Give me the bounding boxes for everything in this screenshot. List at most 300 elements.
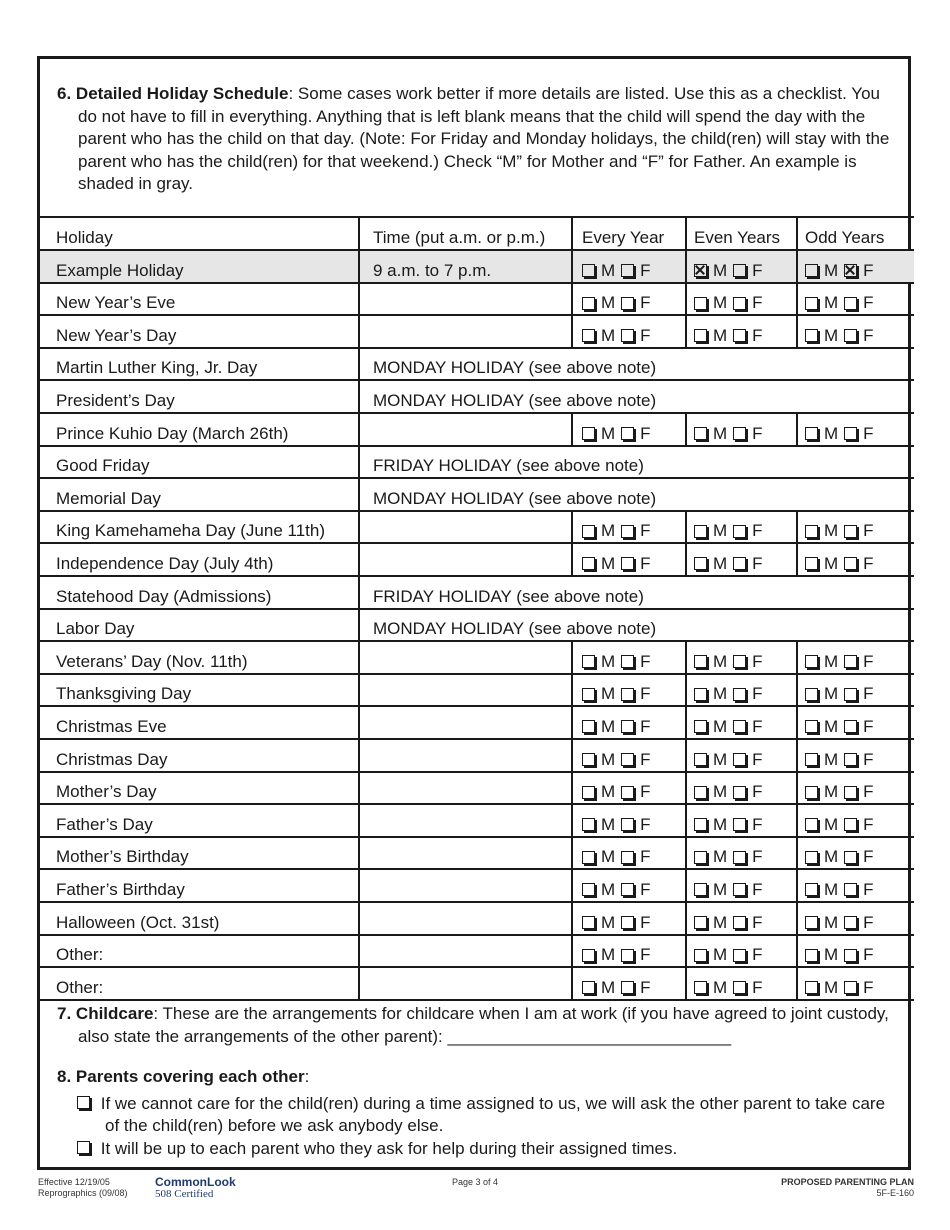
every-year-choice <box>571 642 685 673</box>
checkbox-icon <box>844 883 857 896</box>
father-label: F <box>863 977 874 997</box>
checkbox-icon <box>582 557 595 570</box>
father-label: F <box>863 553 874 573</box>
mother-label: M <box>713 879 728 899</box>
odd-years-choice <box>796 251 914 282</box>
father-checkbox[interactable] <box>844 978 879 998</box>
father-checkbox[interactable] <box>733 880 768 900</box>
holiday-note: FRIDAY HOLIDAY (see above note) <box>358 447 914 478</box>
every-year-choice <box>571 707 685 738</box>
mother-checkbox[interactable] <box>694 978 733 998</box>
father-label: F <box>863 325 874 345</box>
mother-checkbox[interactable] <box>805 424 844 444</box>
father-checkbox[interactable] <box>733 261 768 281</box>
header-holiday: Holiday <box>56 228 113 247</box>
mother-label: M <box>713 716 728 736</box>
every-year-choice <box>571 903 685 934</box>
childcare-text: : These are the arrangements for childcare when I am at work (if you have agreed to joint custody, also state the arrangements of the other parent): ______________________________ <box>78 1004 889 1046</box>
mother-label: M <box>824 325 839 345</box>
odd-years-choice <box>796 284 914 315</box>
mother-label: M <box>824 684 839 704</box>
mother-label: M <box>713 423 728 443</box>
father-checkbox[interactable] <box>621 913 656 933</box>
section-number: 6. <box>57 84 72 103</box>
checkbox-icon <box>621 786 634 799</box>
mother-checkbox[interactable] <box>694 913 733 933</box>
father-checkbox[interactable] <box>621 684 656 704</box>
mother-checkbox[interactable] <box>582 782 621 802</box>
table-header-row <box>40 216 914 251</box>
holiday-name: New Year’s Eve <box>56 293 176 313</box>
table-row <box>40 838 914 871</box>
mother-checkbox[interactable] <box>582 750 621 770</box>
mother-label: M <box>824 814 839 834</box>
every-year-choice <box>571 675 685 706</box>
father-checkbox[interactable] <box>733 717 768 737</box>
father-checkbox[interactable] <box>621 652 656 672</box>
holiday-note: FRIDAY HOLIDAY (see above note) <box>358 577 914 608</box>
checkbox-icon <box>844 525 857 538</box>
holiday-name: Thanksgiving Day <box>56 684 192 704</box>
mother-label: M <box>601 912 616 932</box>
time-field[interactable] <box>358 740 571 771</box>
table-row <box>40 349 914 382</box>
mother-checkbox[interactable] <box>582 684 621 704</box>
father-checkbox[interactable] <box>844 815 879 835</box>
father-checkbox[interactable] <box>621 782 656 802</box>
checkbox-icon <box>621 688 634 701</box>
time-field[interactable] <box>358 968 571 999</box>
father-checkbox[interactable] <box>733 815 768 835</box>
checkbox-icon <box>844 720 857 733</box>
checkbox-icon <box>621 525 634 538</box>
father-checkbox[interactable] <box>844 880 879 900</box>
father-checkbox[interactable] <box>844 424 879 444</box>
mother-checkbox[interactable] <box>694 554 733 574</box>
father-checkbox[interactable] <box>733 847 768 867</box>
time-field[interactable] <box>358 316 571 347</box>
mother-checkbox[interactable] <box>582 554 621 574</box>
mother-checkbox[interactable] <box>694 652 733 672</box>
table-row <box>40 642 914 675</box>
checkbox-icon <box>582 264 595 277</box>
checkbox-icon <box>844 655 857 668</box>
checkbox-icon <box>805 688 818 701</box>
father-label: F <box>863 423 874 443</box>
mother-label: M <box>601 651 616 671</box>
mother-checkbox[interactable] <box>805 880 844 900</box>
mother-checkbox[interactable] <box>582 717 621 737</box>
reprographics-date: Reprographics (09/08) <box>38 1188 128 1198</box>
father-label: F <box>752 749 763 769</box>
mother-label: M <box>824 912 839 932</box>
mother-label: M <box>824 945 839 965</box>
every-year-choice <box>571 870 685 901</box>
mother-checkbox[interactable] <box>694 945 733 965</box>
holiday-name: Prince Kuhio Day (March 26th) <box>56 423 289 443</box>
father-checkbox[interactable] <box>733 913 768 933</box>
checkbox-icon <box>694 916 707 929</box>
footer-form-id <box>781 1177 914 1199</box>
father-checkbox[interactable] <box>621 750 656 770</box>
father-checkbox[interactable] <box>844 782 879 802</box>
mother-checkbox[interactable] <box>694 424 733 444</box>
table-row <box>40 284 914 317</box>
mother-checkbox[interactable] <box>694 815 733 835</box>
father-checkbox[interactable] <box>844 684 879 704</box>
mother-checkbox[interactable] <box>805 815 844 835</box>
checkbox-icon <box>844 427 857 440</box>
option-text: It will be up to each parent who they ask for help during their assigned times. <box>100 1138 678 1158</box>
even-years-choice <box>685 316 796 347</box>
holiday-name: Christmas Eve <box>56 716 167 736</box>
father-checkbox[interactable] <box>844 847 879 867</box>
mother-checkbox[interactable] <box>805 521 844 541</box>
mother-label: M <box>824 260 839 280</box>
mother-checkbox[interactable] <box>694 293 733 313</box>
checkbox-icon <box>694 753 707 766</box>
section-number: 8. <box>57 1067 72 1086</box>
checkbox-icon <box>694 297 707 310</box>
father-checkbox[interactable] <box>621 293 656 313</box>
mother-checkbox[interactable] <box>694 521 733 541</box>
holiday-note: MONDAY HOLIDAY (see above note) <box>358 381 914 412</box>
father-checkbox[interactable] <box>733 978 768 998</box>
checkbox-icon <box>805 297 818 310</box>
checkbox-icon <box>733 720 746 733</box>
every-year-choice <box>571 316 685 347</box>
every-year-choice <box>571 936 685 967</box>
father-label: F <box>752 814 763 834</box>
mother-checkbox[interactable] <box>582 326 621 346</box>
checkbox-icon <box>844 297 857 310</box>
mother-checkbox[interactable] <box>694 880 733 900</box>
checkbox-icon <box>694 786 707 799</box>
father-label: F <box>752 945 763 965</box>
mother-checkbox[interactable] <box>582 847 621 867</box>
effective-date: Effective 12/19/05 <box>38 1177 110 1187</box>
every-year-choice <box>571 284 685 315</box>
odd-years-choice <box>796 740 914 771</box>
option-each-parent-decides[interactable] <box>57 1138 897 1161</box>
mother-checkbox[interactable] <box>805 684 844 704</box>
mother-label: M <box>601 814 616 834</box>
mother-checkbox[interactable] <box>582 261 621 281</box>
time-field[interactable] <box>358 870 571 901</box>
mother-checkbox[interactable] <box>582 652 621 672</box>
father-checkbox[interactable] <box>733 293 768 313</box>
father-checkbox[interactable] <box>844 717 879 737</box>
father-checkbox[interactable] <box>621 326 656 346</box>
father-label: F <box>640 945 651 965</box>
commonlook-logo <box>155 1176 236 1200</box>
odd-years-choice <box>796 675 914 706</box>
table-row <box>40 936 914 969</box>
table-row <box>40 968 914 1001</box>
father-checkbox[interactable] <box>621 717 656 737</box>
checkbox-icon <box>694 949 707 962</box>
mother-label: M <box>601 749 616 769</box>
time-field[interactable] <box>358 936 571 967</box>
table-row <box>40 381 914 414</box>
checkbox-icon <box>805 786 818 799</box>
checkbox-icon <box>621 297 634 310</box>
heading-colon: : <box>304 1067 310 1086</box>
mother-checkbox[interactable] <box>694 717 733 737</box>
odd-years-choice <box>796 805 914 836</box>
option-ask-other-parent[interactable] <box>57 1093 897 1138</box>
time-field[interactable] <box>358 838 571 869</box>
father-checkbox[interactable] <box>733 782 768 802</box>
father-label: F <box>863 912 874 932</box>
time-field[interactable] <box>358 642 571 673</box>
father-checkbox[interactable] <box>733 945 768 965</box>
every-year-choice <box>571 512 685 543</box>
checkbox-icon <box>582 916 595 929</box>
father-label: F <box>863 749 874 769</box>
time-field[interactable] <box>358 284 571 315</box>
mother-label: M <box>824 716 839 736</box>
checkbox-icon <box>733 525 746 538</box>
mother-checkbox[interactable] <box>694 750 733 770</box>
option-text: If we cannot care for the child(ren) during a time assigned to us, we will ask the other parent to take care of the child(ren) before we ask anybody else. <box>100 1093 886 1135</box>
mother-checkbox[interactable] <box>582 521 621 541</box>
time-field[interactable] <box>358 773 571 804</box>
checkbox-icon <box>621 720 634 733</box>
mother-checkbox[interactable] <box>694 847 733 867</box>
father-checkbox[interactable] <box>733 684 768 704</box>
checkbox[interactable] <box>77 1141 90 1154</box>
father-label: F <box>863 716 874 736</box>
holiday-name: Father’s Birthday <box>56 879 185 899</box>
mother-checkbox[interactable] <box>805 913 844 933</box>
checkbox-icon <box>694 427 707 440</box>
table-row <box>40 414 914 447</box>
checkbox-icon <box>582 786 595 799</box>
mother-label: M <box>824 553 839 573</box>
father-label: F <box>752 684 763 704</box>
mother-checkbox[interactable] <box>582 945 621 965</box>
checkbox-icon <box>582 851 595 864</box>
checkbox-icon <box>844 981 857 994</box>
father-checkbox[interactable] <box>844 750 879 770</box>
even-years-choice <box>685 642 796 673</box>
mother-checkbox[interactable] <box>582 293 621 313</box>
checkbox[interactable] <box>77 1096 90 1109</box>
checkbox-icon <box>582 949 595 962</box>
father-label: F <box>863 293 874 313</box>
mother-checkbox[interactable] <box>805 554 844 574</box>
even-years-choice <box>685 805 796 836</box>
father-checkbox[interactable] <box>844 293 879 313</box>
checkbox-icon <box>621 916 634 929</box>
table-row <box>40 870 914 903</box>
mother-checkbox[interactable] <box>582 880 621 900</box>
father-label: F <box>752 879 763 899</box>
mother-checkbox[interactable] <box>582 815 621 835</box>
mother-label: M <box>824 879 839 899</box>
checkbox-icon <box>694 329 707 342</box>
every-year-choice <box>571 805 685 836</box>
even-years-choice <box>685 284 796 315</box>
father-checkbox[interactable] <box>733 750 768 770</box>
mother-checkbox[interactable] <box>805 261 844 281</box>
checkbox-icon <box>582 883 595 896</box>
father-label: F <box>640 260 651 280</box>
father-checkbox[interactable] <box>844 326 879 346</box>
mother-checkbox[interactable] <box>805 326 844 346</box>
odd-years-choice <box>796 414 914 445</box>
logo-sub: 508 Certified <box>155 1188 214 1200</box>
father-label: F <box>752 782 763 802</box>
mother-label: M <box>824 293 839 313</box>
father-checkbox[interactable] <box>621 945 656 965</box>
checkbox-icon <box>733 557 746 570</box>
mother-checkbox[interactable] <box>805 782 844 802</box>
father-checkbox[interactable] <box>621 847 656 867</box>
mother-label: M <box>713 325 728 345</box>
father-checkbox[interactable] <box>844 652 879 672</box>
father-checkbox[interactable] <box>621 880 656 900</box>
table-row <box>40 544 914 577</box>
even-years-choice <box>685 936 796 967</box>
mother-checkbox[interactable] <box>582 913 621 933</box>
time-field[interactable] <box>358 903 571 934</box>
odd-years-choice <box>796 870 914 901</box>
odd-years-choice <box>796 903 914 934</box>
holiday-name: Halloween (Oct. 31st) <box>56 912 220 932</box>
father-label: F <box>863 945 874 965</box>
father-label: F <box>640 684 651 704</box>
father-checkbox[interactable] <box>844 554 879 574</box>
time-field[interactable] <box>358 512 571 543</box>
father-label: F <box>752 325 763 345</box>
mother-checkbox[interactable] <box>582 978 621 998</box>
mother-checkbox[interactable] <box>805 978 844 998</box>
checkbox-icon <box>621 427 634 440</box>
holiday-name: Veterans’ Day (Nov. 11th) <box>56 651 248 671</box>
father-checkbox[interactable] <box>621 261 656 281</box>
checkbox-icon <box>582 655 595 668</box>
checkbox-icon <box>805 427 818 440</box>
mother-checkbox[interactable] <box>694 326 733 346</box>
footer-effective <box>38 1177 128 1199</box>
even-years-choice <box>685 675 796 706</box>
mother-checkbox[interactable] <box>805 750 844 770</box>
father-label: F <box>752 716 763 736</box>
odd-years-choice <box>796 936 914 967</box>
father-label: F <box>640 553 651 573</box>
table-row <box>40 447 914 480</box>
father-checkbox[interactable] <box>733 554 768 574</box>
father-checkbox[interactable] <box>621 521 656 541</box>
checked-box-icon <box>844 264 857 277</box>
mother-label: M <box>713 945 728 965</box>
header-time: Time (put a.m. or p.m.) <box>358 218 571 249</box>
odd-years-choice <box>796 773 914 804</box>
mother-label: M <box>601 293 616 313</box>
checkbox-icon <box>621 557 634 570</box>
father-checkbox[interactable] <box>844 521 879 541</box>
holiday-name: Mother’s Day <box>56 782 157 802</box>
father-checkbox[interactable] <box>733 424 768 444</box>
father-label: F <box>752 423 763 443</box>
mother-checkbox[interactable] <box>805 717 844 737</box>
mother-label: M <box>601 782 616 802</box>
time-field[interactable]: 9 a.m. to 7 p.m. <box>358 251 571 282</box>
father-checkbox[interactable] <box>844 261 879 281</box>
checkbox-icon <box>733 851 746 864</box>
father-checkbox[interactable] <box>621 978 656 998</box>
checkbox-icon <box>733 297 746 310</box>
checkbox-icon <box>694 883 707 896</box>
even-years-choice <box>685 773 796 804</box>
time-field[interactable] <box>358 414 571 445</box>
section-text: : Some cases work better if more details are listed. Use this as a checklist. You do not have to fill in everything. Anything that is left blank means that the child will spend the day with the parent who has the child on that day. (Note: For Friday and Monday holidays, the child(ren) will stay with the parent who has the child(ren) for that weekend.) Check “M” for Mother and “F” for Father. An example is shaded in gray. <box>78 84 890 193</box>
section-heading: Childcare <box>75 1004 154 1023</box>
checkbox-icon <box>694 688 707 701</box>
father-checkbox[interactable] <box>621 554 656 574</box>
mother-checkbox[interactable] <box>582 424 621 444</box>
table-row <box>40 707 914 740</box>
father-label: F <box>863 782 874 802</box>
every-year-choice <box>571 968 685 999</box>
mother-label: M <box>601 977 616 997</box>
section-6-intro <box>57 83 897 196</box>
table-row <box>40 740 914 773</box>
father-checkbox[interactable] <box>621 424 656 444</box>
even-years-choice <box>685 544 796 575</box>
mother-checkbox[interactable] <box>805 945 844 965</box>
checkbox-icon <box>582 818 595 831</box>
father-checkbox[interactable] <box>733 652 768 672</box>
mother-label: M <box>713 651 728 671</box>
mother-label: M <box>713 684 728 704</box>
mother-checkbox[interactable] <box>694 684 733 704</box>
mother-checkbox[interactable] <box>694 782 733 802</box>
father-checkbox[interactable] <box>844 945 879 965</box>
checkbox-icon <box>694 557 707 570</box>
mother-label: M <box>713 847 728 867</box>
father-checkbox[interactable] <box>733 521 768 541</box>
time-field[interactable] <box>358 544 571 575</box>
father-label: F <box>640 782 651 802</box>
father-checkbox[interactable] <box>844 913 879 933</box>
mother-label: M <box>713 782 728 802</box>
mother-label: M <box>601 325 616 345</box>
checkbox-icon <box>621 851 634 864</box>
father-label: F <box>640 749 651 769</box>
father-label: F <box>752 260 763 280</box>
even-years-choice <box>685 870 796 901</box>
time-field[interactable] <box>358 675 571 706</box>
time-field[interactable] <box>358 805 571 836</box>
time-field[interactable] <box>358 707 571 738</box>
checkbox-icon <box>844 916 857 929</box>
table-row <box>40 610 914 643</box>
odd-years-choice <box>796 512 914 543</box>
father-checkbox[interactable] <box>733 326 768 346</box>
mother-checkbox[interactable] <box>805 652 844 672</box>
checkbox-icon <box>582 525 595 538</box>
father-checkbox[interactable] <box>621 815 656 835</box>
even-years-choice <box>685 251 796 282</box>
mother-checkbox[interactable] <box>694 261 733 281</box>
mother-checkbox[interactable] <box>805 293 844 313</box>
mother-checkbox[interactable] <box>805 847 844 867</box>
father-label: F <box>863 814 874 834</box>
odd-years-choice <box>796 544 914 575</box>
